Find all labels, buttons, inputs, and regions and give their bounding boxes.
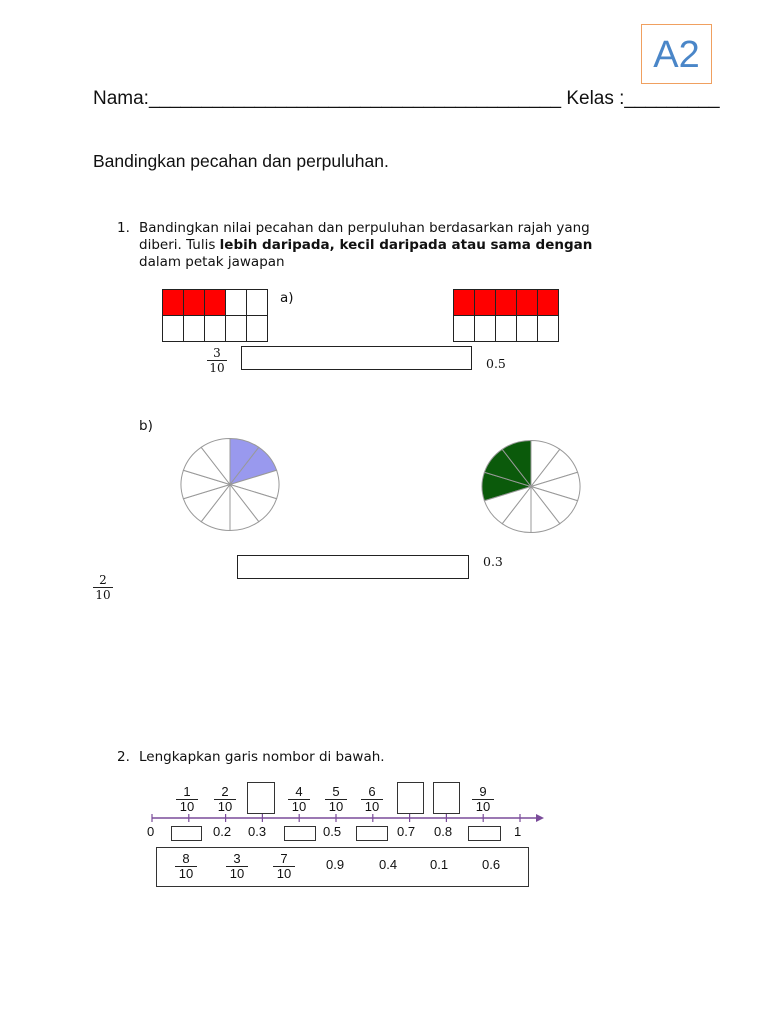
grid-cell	[517, 316, 538, 342]
q1-number: 1.	[117, 220, 130, 236]
nl-top-fraction	[176, 785, 198, 814]
nl-top-fraction	[325, 785, 347, 814]
worksheet-heading: Bandingkan pecahan dan perpuluhan.	[93, 151, 389, 171]
grid-cell	[226, 316, 247, 342]
grid-cell-shaded	[163, 290, 184, 316]
part-b-label: b)	[139, 418, 153, 434]
grid-cell	[496, 316, 517, 342]
option-decimal: 0.6	[482, 857, 501, 872]
q1-bold-options: lebih daripada, kecil daripada atau sama dengan	[219, 237, 593, 253]
option-decimal: 0.9	[326, 857, 345, 872]
nl-label: 0.8	[434, 824, 453, 839]
nl-frac-num: 7	[280, 851, 288, 866]
fraction-3-10	[207, 346, 227, 375]
option-fraction	[175, 852, 197, 881]
fraction-denominator: 10	[207, 360, 227, 375]
nl-blank-decimal-box[interactable]	[356, 826, 388, 841]
nl-frac-den: 10	[325, 799, 347, 814]
worksheet-code-badge: A2	[641, 24, 712, 84]
nl-blank-decimal-box[interactable]	[284, 826, 316, 841]
nl-frac-den: 10	[288, 799, 310, 814]
nl-frac-num: 6	[368, 784, 376, 799]
nl-frac-num: 3	[233, 851, 241, 866]
decimal-0-3: 0.3	[483, 554, 503, 569]
grid-cell-shaded	[538, 290, 559, 316]
pie-right	[480, 439, 582, 534]
nl-label: 0.2	[213, 824, 232, 839]
nl-blank-fraction-box[interactable]	[433, 782, 460, 814]
grid-cell	[205, 316, 226, 342]
nl-top-fraction	[214, 785, 236, 814]
nl-frac-den: 10	[472, 799, 494, 814]
grid-cell-shaded	[184, 290, 205, 316]
option-fraction	[226, 852, 248, 881]
nl-frac-num: 5	[332, 784, 340, 799]
fraction-numerator: 2	[99, 573, 107, 587]
nl-label: 0	[147, 824, 155, 839]
nl-blank-fraction-box[interactable]	[397, 782, 424, 814]
name-class-line: Nama:_______________________________________ Kelas :_________	[93, 88, 720, 109]
grid-cell	[226, 290, 247, 316]
grid-cell	[475, 316, 496, 342]
answer-box-b[interactable]	[237, 555, 469, 579]
nl-frac-num: 1	[183, 784, 191, 799]
grid-cell	[247, 316, 268, 342]
nl-frac-den: 10	[226, 866, 248, 881]
fraction-numerator: 3	[213, 346, 221, 360]
part-a-label: a)	[280, 290, 294, 306]
grid-cell	[538, 316, 559, 342]
option-decimal: 0.4	[379, 857, 398, 872]
grid-cell	[247, 290, 268, 316]
nl-frac-den: 10	[214, 799, 236, 814]
pie-left	[179, 437, 281, 532]
nl-label: 0.3	[248, 824, 267, 839]
nl-top-fraction	[472, 785, 494, 814]
tenths-grid-right	[453, 289, 559, 342]
grid-cell-shaded	[454, 290, 475, 316]
q1-instructions	[139, 220, 679, 271]
nl-frac-den: 10	[273, 866, 295, 881]
nl-blank-decimal-box[interactable]	[171, 826, 202, 841]
grid-cell-shaded	[517, 290, 538, 316]
nl-label: 0.7	[397, 824, 416, 839]
grid-cell-shaded	[205, 290, 226, 316]
grid-cell-shaded	[475, 290, 496, 316]
nl-top-fraction	[288, 785, 310, 814]
grid-cell	[163, 316, 184, 342]
q1-line-1: Bandingkan nilai pecahan dan perpuluhan berdasarkan rajah yang	[139, 220, 590, 236]
fraction-denominator: 10	[93, 587, 113, 602]
nl-top-fraction	[361, 785, 383, 814]
nl-blank-fraction-box[interactable]	[247, 782, 275, 814]
q2-instructions: Lengkapkan garis nombor di bawah.	[139, 749, 385, 765]
nl-label: 0.5	[323, 824, 342, 839]
nl-label: 1	[514, 824, 522, 839]
answer-box-a[interactable]	[241, 346, 472, 370]
grid-cell	[184, 316, 205, 342]
option-decimal: 0.1	[430, 857, 449, 872]
fraction-2-10	[93, 573, 113, 602]
nl-frac-num: 8	[182, 851, 190, 866]
option-fraction	[273, 852, 295, 881]
decimal-0-5: 0.5	[486, 356, 506, 371]
number-line-arrow-icon	[536, 814, 544, 822]
q1-line-3: dalam petak jawapan	[139, 254, 285, 270]
tenths-grid-left	[162, 289, 268, 342]
nl-blank-decimal-box[interactable]	[468, 826, 501, 841]
grid-cell-shaded	[496, 290, 517, 316]
nl-frac-den: 10	[176, 799, 198, 814]
nl-frac-num: 4	[295, 784, 303, 799]
nl-frac-num: 9	[479, 784, 487, 799]
q2-number: 2.	[117, 749, 130, 765]
answer-options-box	[156, 847, 529, 887]
nl-frac-den: 10	[361, 799, 383, 814]
q1-line-2-plain: diberi. Tulis	[139, 237, 220, 253]
nl-frac-num: 2	[221, 784, 229, 799]
nl-frac-den: 10	[175, 866, 197, 881]
grid-cell	[454, 316, 475, 342]
q1-line-2	[139, 237, 679, 254]
